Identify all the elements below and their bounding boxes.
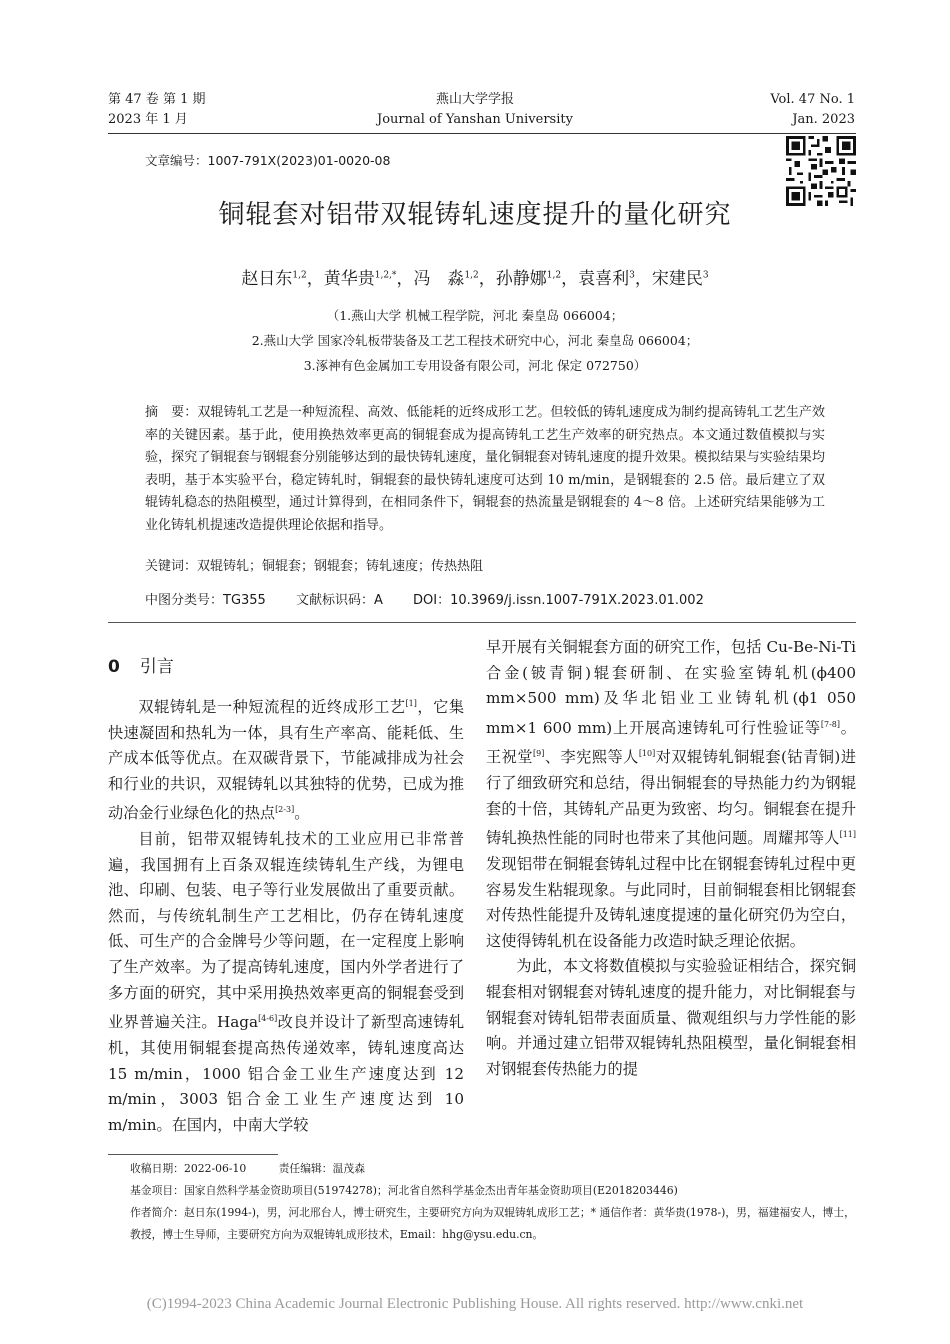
footnote-divider — [108, 1154, 278, 1155]
author: 冯 淼$^{1,2}$ — [413, 269, 479, 289]
abstract-divider — [108, 622, 856, 623]
body-column-right — [486, 635, 856, 1082]
citation[interactable]: [7-8] — [820, 719, 840, 729]
body-column-left — [108, 691, 464, 1138]
header-divider — [108, 133, 856, 134]
section-title: 引言 — [139, 657, 174, 677]
journal-name-cn: 燕山大学学报 — [435, 92, 514, 107]
author-bio: 作者简介：赵日东(1994-)，男，河北邢台人，博士研究生，主要研究方向为双辊铸轧成形工艺；* 通信作者：黄华贵(1978-)，男，福建福安人，博士，教授，博士生导师，主要研究方向为双辊铸轧成形技术，Email：hhg@ysu.edu.cn。 — [130, 1206, 855, 1241]
author: 赵日东$^{1,2}$ — [241, 269, 307, 289]
volume-issue: 第 47 卷 第 1 期 — [108, 92, 206, 107]
document-code: 文献标识码：A — [295, 593, 383, 608]
abstract-text: 双辊铸轧工艺是一种短流程、高效、低能耗的近终成形工艺。但较低的铸轧速度成为制约提高铸轧工艺生产效率的关键因素。基于此，使用换热效率更高的铜辊套成为提高铸轧工艺生产效率的研究热点。本文通过数值模拟与实验，探究了铜辊套与钢辊套分别能够达到的最快铸轧速度，量化铜辊套对铸轧速度的提升效果。模拟结果与实验结果均表明，基于本实验平台，稳定铸轧时，铜辊套的最快铸轧速度可达到 10 m/min，是钢辊套的 2.5 倍。最后建立了双辊铸轧稳态的热阻模型，通过计算得到，在相同条件下，铜辊套的热流量是钢辊套的 4～8 倍。上述研究结果能够为工业化铸轧机提速改造提供理论依据和指导。 — [145, 405, 825, 533]
journal-name-en: Journal of Yanshan University — [377, 112, 573, 127]
citation[interactable]: [10] — [638, 749, 656, 759]
footnotes — [130, 1158, 856, 1246]
affiliation-3: 3.涿神有色金属加工专用设备有限公司，河北 保定 072750） — [303, 358, 647, 373]
funding: 基金项目：国家自然科学基金资助项目(51974278)；河北省自然科学基金杰出青年基金资助项目(E2018203446) — [130, 1184, 678, 1197]
paper-title: 铜辊套对铝带双辊铸轧速度提升的量化研究 — [218, 200, 732, 230]
abstract-label: 摘 要： — [145, 405, 198, 420]
clc-number: 中图分类号：TG355 — [145, 593, 266, 608]
author: 孙静娜$^{1,2}$ — [495, 269, 562, 289]
affiliation-1: （1.燕山大学 机械工程学院，河北 秦皇岛 066004； — [326, 308, 624, 323]
keywords-text: 双辊铸轧；铜辊套；钢辊套；铸轧速度；传热热阻 — [197, 559, 484, 574]
paragraph: 双辊铸轧是一种短流程的近终成形工艺[1]，它集快速凝固和热轧为一体，具有生产率高、能耗低、生产成本低等优点。在双碳背景下，节能减排成为社会和行业的共识，双辊铸轧以其独特的优势，已成为推动冶金行业绿色化的热点[2-3]。 — [108, 698, 465, 823]
received-date: 收稿日期：2022-06-10 责任编辑：温茂森 — [130, 1162, 365, 1175]
affiliation-2: 2.燕山大学 国家冷轧板带装备及工艺工程技术研究中心，河北 秦皇岛 066004； — [251, 333, 699, 348]
citation[interactable]: [4-6] — [258, 1014, 278, 1024]
volume-issue-en: Vol. 47 No. 1 — [770, 92, 855, 107]
citation[interactable]: [9] — [533, 749, 545, 759]
author: 宋建民$^3$ — [651, 269, 709, 289]
keywords — [145, 555, 483, 574]
paragraph: 目前，铝带双辊铸轧技术的工业应用已非常普遍，我国拥有上百条双辊连续铸轧生产线，为锂电池、印刷、包装、电子等行业发展做出了重要贡献。然而，与传统轧制生产工艺相比，仍存在铸轧速度低、可生产的合金牌号少等问题，在一定程度上影响了生产效率。为了提高铸轧速度，国内外学者进行了多方面的研究，其中采用换热效率更高的铜辊套受到业界普遍关注。Haga[4-6]改良并设计了新型高速铸轧机，其使用铜辊套提高热传递效率，铸轧速度高达 15 m/min，1000 铝合金工业生产速度达到 12 m/min，3003 铝合金工业生产速度达到 10 m/min。在国内，中南大学较 — [108, 830, 465, 1134]
citation[interactable]: [2-3] — [275, 805, 295, 815]
paragraph: 早开展有关铜辊套方面的研究工作，包括 Cu-Be-Ni-Ti 合金(铍青铜)辊套研制、在实验室铸轧机(ϕ400 mm×500 mm)及华北铝业工业铸轧机(ϕ1 050 mm×1 600 mm)上开展高速铸轧可行性验证等[7-8]。王祝堂[9]、李宪熙等人[10]对双辊铸轧铜辊套(钴青铜)进行了细致研究和总结，得出铜辊套的导热能力约为钢辊套的十倍，其铸轧产品更为致密、均匀。铜辊套在提升铸轧换热性能的同时也带来了其他问题。周耀邦等人[11]发现铝带在铜辊套铸轧过程中比在钢辊套铸轧过程中更容易发生粘辊现象。与此同时，目前铜辊套相比钢辊套对传热性能提升及铸轧速度提速的量化研究仍为空白，这使得铸轧机在设备能力改造时缺乏理论依据。 — [486, 638, 857, 950]
doi[interactable]: DOI：10.3969/j.issn.1007-791X.2023.01.002 — [413, 593, 704, 608]
section-number: 0 — [108, 657, 120, 677]
author: 黄华贵$^{1,2,*}$ — [323, 269, 397, 289]
publication-date-en: Jan. 2023 — [792, 112, 855, 127]
author-list: 赵日东$^{1,2}$，黄华贵$^{1,2,*}$，冯 淼$^{1,2}$，孙静娜$^{1,2}$，袁喜利$^3$，宋建民$^3$ — [241, 269, 709, 289]
citation[interactable]: [11] — [839, 830, 856, 840]
article-number: 文章编号：1007-791X(2023)01-0020-08 — [145, 153, 391, 168]
abstract — [145, 402, 825, 537]
classification-line — [145, 589, 730, 608]
citation[interactable]: [1] — [405, 699, 417, 708]
publication-date: 2023 年 1 月 — [108, 112, 188, 127]
section-heading — [108, 652, 174, 677]
paragraph: 为此，本文将数值模拟与实验验证相结合，探究铜辊套相对钢辊套对铸轧速度的提升能力，对比铜辊套与钢辊套对铸轧铝带表面质量、微观组织与力学性能的影响。并通过建立铝带双辊铸轧热阻模型，量化铜辊套相对钢辊套传热能力的提 — [486, 957, 856, 1078]
copyright-notice: (C)1994-2023 China Academic Journal Electronic Publishing House. All rights reserved. http://www.cnki.net — [146, 1296, 804, 1312]
journal-issue-info-en — [770, 90, 855, 130]
author: 袁喜利$^3$ — [578, 269, 635, 289]
keywords-label: 关键词： — [145, 559, 198, 574]
